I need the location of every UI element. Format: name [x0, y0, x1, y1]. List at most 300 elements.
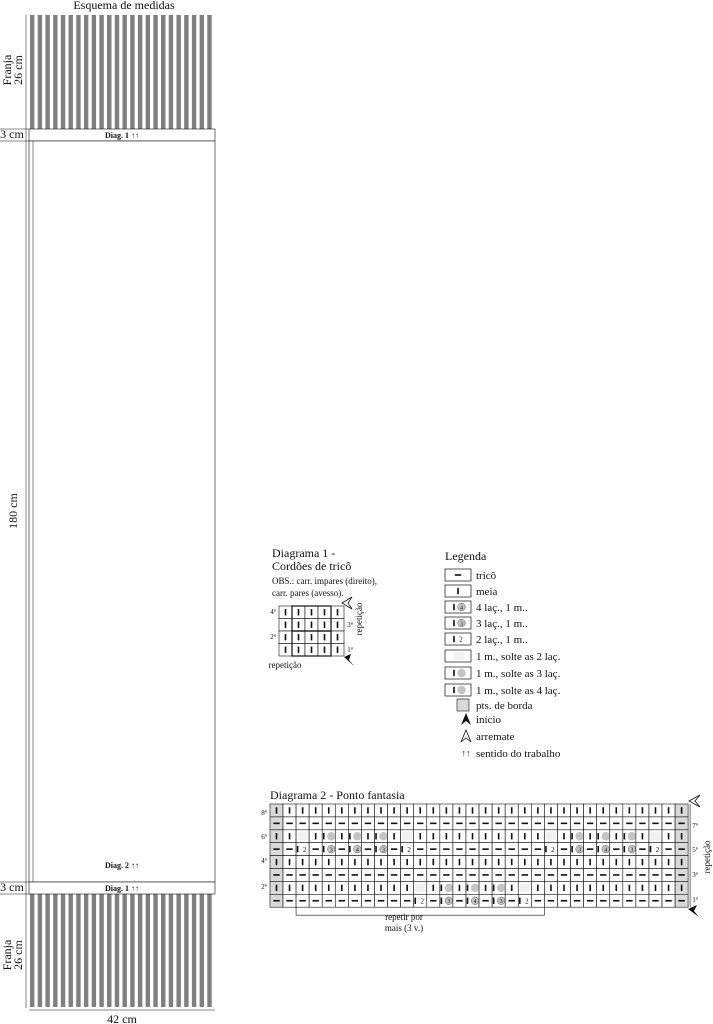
knit-symbol — [485, 885, 487, 891]
knit-symbol — [615, 833, 617, 839]
knit-symbol — [650, 846, 652, 852]
purl-symbol — [430, 874, 436, 876]
purl-symbol — [378, 823, 384, 825]
drop-circle-icon — [628, 832, 636, 840]
legend-label-bindoff: arremate — [476, 731, 515, 743]
knit-symbol — [380, 859, 382, 865]
fringe-strand — [153, 894, 157, 1007]
wrap-count-label: 2 — [655, 845, 660, 854]
wrap-count-label: 2 — [420, 897, 424, 906]
knit-symbol — [602, 807, 604, 813]
knit-symbol — [563, 833, 565, 839]
legend — [445, 549, 561, 760]
wrap-count-label: 4 — [604, 847, 608, 854]
purl-symbol — [600, 823, 606, 825]
knit-symbol — [472, 807, 474, 813]
knit-symbol — [453, 604, 455, 610]
fringe-top — [29, 15, 215, 129]
knit-symbol — [498, 859, 500, 865]
fringe-strand — [53, 15, 57, 129]
band-top-size: 3 cm — [0, 127, 24, 141]
purl-symbol — [678, 823, 684, 825]
fringe-strand — [207, 15, 211, 129]
knit-symbol — [311, 634, 313, 640]
diagram2-repeat-note-line1: repetir por — [385, 912, 423, 922]
knit-symbol — [624, 833, 626, 839]
knit-symbol — [550, 807, 552, 813]
purl-symbol — [312, 874, 318, 876]
wrap-count-label: 3 — [329, 847, 333, 854]
fringe-strand — [107, 15, 111, 129]
purl-symbol — [456, 874, 462, 876]
purl-symbol — [678, 874, 684, 876]
legend-label-direction: sentido do trabalho — [476, 748, 561, 760]
knit-symbol — [324, 647, 326, 653]
start-arrow-icon — [461, 713, 471, 725]
knit-symbol — [537, 833, 539, 839]
knit-symbol — [681, 859, 683, 865]
purl-symbol — [574, 823, 580, 825]
fringe-strand — [115, 894, 119, 1007]
knit-symbol — [537, 859, 539, 865]
knit-symbol — [276, 833, 278, 839]
knit-symbol — [393, 833, 395, 839]
knit-symbol — [563, 807, 565, 813]
knit-symbol — [493, 885, 495, 891]
knit-symbol — [493, 898, 495, 904]
fringe-strand — [130, 15, 134, 129]
purl-symbol — [299, 874, 305, 876]
purl-symbol — [312, 900, 318, 902]
knit-symbol — [289, 833, 291, 839]
purl-symbol — [443, 874, 449, 876]
knit-symbol — [576, 807, 578, 813]
knit-symbol — [681, 833, 683, 839]
fringe-strand — [107, 894, 111, 1007]
purl-symbol — [404, 823, 410, 825]
knit-symbol — [550, 885, 552, 891]
legend-label-wrap3: 3 laç., 1 m.. — [476, 618, 528, 630]
diagram1-row-label-2: 2ª — [270, 633, 276, 641]
fringe-strand — [169, 894, 173, 1007]
wrap-count-label: 4 — [355, 847, 359, 854]
knit-symbol — [446, 807, 448, 813]
knit-symbol — [629, 807, 631, 813]
diagram2-row-label-7: 7ª — [692, 822, 698, 830]
knit-symbol — [433, 885, 435, 891]
purl-symbol — [456, 848, 462, 850]
knit-symbol — [681, 807, 683, 813]
fringe-strand — [192, 894, 196, 1007]
fringe-strand — [161, 15, 165, 129]
knit-symbol — [629, 859, 631, 865]
knit-symbol — [401, 846, 403, 852]
knit-symbol — [524, 859, 526, 865]
knit-symbol — [589, 885, 591, 891]
diagram2-row-label-3: 3ª — [692, 871, 698, 879]
wrap-count-label: 3 — [460, 621, 463, 628]
knit-symbol — [597, 846, 599, 852]
fringe-strand — [69, 15, 73, 129]
purl-symbol — [299, 900, 305, 902]
knit-symbol — [576, 859, 578, 865]
knit-symbol — [354, 807, 356, 813]
knit-symbol — [324, 622, 326, 628]
purl-symbol — [587, 874, 593, 876]
knit-symbol — [459, 859, 461, 865]
fringe-strand — [200, 894, 204, 1007]
purl-symbol — [587, 823, 593, 825]
wrap-count-label: 3 — [578, 847, 582, 854]
purl-symbol — [535, 823, 541, 825]
purl-symbol — [561, 848, 567, 850]
knit-symbol — [642, 859, 644, 865]
purl-symbol — [535, 874, 541, 876]
purl-symbol — [299, 823, 305, 825]
purl-symbol — [286, 874, 292, 876]
knit-symbol — [311, 609, 313, 615]
knit-symbol — [393, 807, 395, 813]
knit-symbol — [655, 807, 657, 813]
purl-symbol — [365, 823, 371, 825]
knit-symbol — [298, 647, 300, 653]
fringe-strand — [207, 894, 211, 1007]
purl-symbol — [587, 900, 593, 902]
legend-label-start: início — [476, 714, 502, 726]
diagram2-repeat-vertical: repetição — [702, 840, 712, 874]
purl-symbol — [626, 874, 632, 876]
purl-symbol — [273, 874, 279, 876]
fringe-strand — [138, 15, 142, 129]
purl-symbol — [639, 823, 645, 825]
drop-circle-icon — [602, 832, 610, 840]
knit-symbol — [655, 859, 657, 865]
drop-circle-icon — [575, 832, 583, 840]
diagram2-start-arrow-icon — [688, 905, 699, 917]
fringe-strand — [176, 15, 180, 129]
drop-marker — [520, 884, 530, 892]
fringe-strand — [45, 15, 49, 129]
knit-symbol — [276, 859, 278, 865]
fringe-strand — [92, 15, 96, 129]
knit-symbol — [472, 859, 474, 865]
fringe-strand — [30, 15, 34, 129]
knit-symbol — [498, 833, 500, 839]
fringe-strand — [99, 894, 103, 1007]
purl-symbol — [561, 874, 567, 876]
purl-symbol — [639, 900, 645, 902]
knit-symbol — [341, 859, 343, 865]
fringe-strand — [184, 894, 188, 1007]
knit-symbol — [655, 885, 657, 891]
knit-symbol — [459, 885, 461, 891]
legend-items — [445, 569, 561, 760]
purl-symbol — [286, 823, 292, 825]
fringe-strand — [146, 15, 150, 129]
knit-symbol — [324, 634, 326, 640]
knit-symbol — [341, 885, 343, 891]
purl-symbol — [443, 823, 449, 825]
purl-symbol — [273, 848, 279, 850]
fringe-strand — [176, 894, 180, 1007]
knit-symbol — [367, 833, 369, 839]
fringe-strand — [153, 15, 157, 129]
fringe-strand — [99, 15, 103, 129]
knit-symbol — [328, 859, 330, 865]
diagram2-title: Diagrama 2 - Ponto fantasia — [270, 788, 405, 802]
purl-symbol — [312, 848, 318, 850]
diagram1-title-line2: Cordões de tricô — [272, 559, 352, 573]
knit-symbol — [576, 885, 578, 891]
knit-symbol — [524, 833, 526, 839]
knit-symbol — [589, 833, 591, 839]
knit-symbol — [311, 647, 313, 653]
fringe-top-label: Franja — [0, 54, 14, 86]
knit-symbol — [302, 807, 304, 813]
knit-symbol — [354, 885, 356, 891]
measurement-scheme — [0, 0, 215, 1024]
purl-symbol — [665, 823, 671, 825]
knit-symbol — [406, 807, 408, 813]
drop-marker — [650, 832, 660, 840]
fringe-strand — [200, 15, 204, 129]
diagram1-row-label-4: 4ª — [270, 608, 276, 616]
legend-label-knit: meia — [476, 586, 498, 598]
purl-symbol — [613, 874, 619, 876]
knit-symbol — [367, 859, 369, 865]
purl-symbol — [482, 823, 488, 825]
knit-symbol — [681, 885, 683, 891]
knit-symbol — [393, 885, 395, 891]
purl-symbol — [626, 900, 632, 902]
knit-symbol — [668, 885, 670, 891]
purl-symbol — [365, 874, 371, 876]
purl-symbol — [574, 874, 580, 876]
purl-symbol — [404, 900, 410, 902]
fringe-strand — [115, 15, 119, 129]
drop-marker — [454, 652, 464, 660]
purl-symbol — [522, 823, 528, 825]
knit-symbol — [337, 609, 339, 615]
purl-symbol — [522, 874, 528, 876]
purl-symbol — [482, 900, 488, 902]
knit-symbol — [349, 846, 351, 852]
purl-symbol — [522, 848, 528, 850]
purl-symbol — [273, 823, 279, 825]
knit-symbol — [537, 885, 539, 891]
diagram1-row-label-1: 1ª — [347, 646, 353, 654]
fringe-strand — [76, 15, 80, 129]
knit-symbol — [302, 859, 304, 865]
drop-circle-icon — [457, 669, 465, 677]
wrap-count-label: 3 — [630, 847, 634, 854]
bindoff-arrow-icon — [461, 730, 471, 742]
diagram2-row-label-5: 5ª — [692, 846, 698, 854]
purl-symbol — [678, 848, 684, 850]
purl-symbol — [326, 900, 332, 902]
purl-symbol — [509, 848, 515, 850]
knit-symbol — [419, 859, 421, 865]
purl-symbol — [391, 823, 397, 825]
purl-symbol — [430, 848, 436, 850]
diagram2-grid — [270, 804, 690, 915]
purl-symbol — [639, 848, 645, 850]
knit-symbol — [354, 859, 356, 865]
purl-symbol — [509, 874, 515, 876]
knit-symbol — [446, 859, 448, 865]
purl-symbol — [665, 848, 671, 850]
diagram2-row-label-8: 8ª — [261, 809, 267, 817]
legend-swatch-edge — [457, 699, 469, 711]
legend-label-wrap2: 2 laç., 1 m.. — [476, 634, 528, 646]
drop-circle-icon — [353, 832, 361, 840]
fringe-top-size: 26 cm — [11, 55, 25, 85]
fringe-strand — [192, 15, 196, 129]
knit-symbol — [668, 859, 670, 865]
knit-symbol — [298, 634, 300, 640]
knit-symbol — [441, 898, 443, 904]
drop-circle-icon — [497, 884, 505, 892]
knit-symbol — [615, 807, 617, 813]
diagram2-row-label-1: 1ª — [692, 896, 698, 904]
knit-symbol — [375, 846, 377, 852]
knit-symbol — [297, 846, 299, 852]
knit-symbol — [459, 833, 461, 839]
diagram-2 — [261, 788, 712, 933]
wrap-count-label: 2 — [525, 897, 529, 906]
knit-symbol — [285, 622, 287, 628]
purl-symbol — [678, 900, 684, 902]
drop-marker — [546, 832, 556, 840]
width-size: 42 cm — [107, 1012, 137, 1024]
fringe-strand — [30, 894, 34, 1007]
knit-symbol — [419, 833, 421, 839]
purl-symbol — [365, 900, 371, 902]
drop-marker — [402, 832, 412, 840]
knit-symbol — [289, 859, 291, 865]
legend-title: Legenda — [445, 549, 487, 563]
band-bottom-label: Diag. 1 ↑↑ — [105, 884, 139, 893]
purl-symbol — [378, 900, 384, 902]
knit-symbol — [315, 807, 317, 813]
purl-symbol — [430, 823, 436, 825]
knit-symbol — [406, 859, 408, 865]
wrap-count-label: 3 — [382, 847, 386, 854]
purl-symbol — [339, 900, 345, 902]
purl-symbol — [312, 823, 318, 825]
knit-symbol — [337, 647, 339, 653]
wrap-count-label: 3 — [447, 899, 451, 906]
knit-symbol — [453, 687, 455, 693]
knit-symbol — [289, 885, 291, 891]
legend-swatch-wrap2 — [445, 633, 471, 645]
purl-symbol — [652, 823, 658, 825]
knit-symbol — [406, 885, 408, 891]
fringe-strand — [130, 894, 134, 1007]
drop-circle-icon — [457, 686, 465, 694]
purl-symbol — [469, 848, 475, 850]
knit-symbol — [498, 807, 500, 813]
knit-symbol — [276, 885, 278, 891]
knit-symbol — [642, 807, 644, 813]
purl-symbol — [417, 848, 423, 850]
knit-symbol — [472, 833, 474, 839]
fringe-strand — [61, 15, 65, 129]
drop-circle-icon — [327, 832, 335, 840]
knit-symbol — [380, 885, 382, 891]
purl-symbol — [430, 900, 436, 902]
purl-symbol — [482, 874, 488, 876]
knit-symbol — [433, 859, 435, 865]
fringe-strand — [92, 894, 96, 1007]
purl-symbol — [469, 874, 475, 876]
knit-symbol — [624, 846, 626, 852]
purl-symbol — [613, 848, 619, 850]
purl-symbol — [548, 823, 554, 825]
diagram1-repeat-horizontal: repetição — [268, 660, 302, 670]
purl-symbol — [456, 823, 462, 825]
knit-symbol — [467, 885, 469, 891]
knit-symbol — [328, 807, 330, 813]
knit-symbol — [537, 807, 539, 813]
diagram2-bindoff-arrow-icon — [689, 795, 700, 807]
body-size: 180 cm — [6, 493, 20, 529]
diagram1-start-arrow-icon — [344, 654, 354, 666]
purl-symbol — [600, 874, 606, 876]
purl-symbol — [495, 874, 501, 876]
drop-marker — [415, 884, 425, 892]
knit-symbol — [589, 859, 591, 865]
fringe-strand — [138, 894, 142, 1007]
purl-symbol — [273, 900, 279, 902]
purl-symbol — [600, 900, 606, 902]
purl-symbol — [626, 823, 632, 825]
knit-symbol — [298, 609, 300, 615]
knit-symbol — [298, 622, 300, 628]
purl-symbol — [665, 874, 671, 876]
knit-symbol — [571, 833, 573, 839]
fringe-bottom-size: 26 cm — [11, 940, 25, 970]
purl-symbol — [339, 848, 345, 850]
diagram1-obs-line2: carr. pares (avesso). — [272, 588, 344, 598]
knit-symbol — [642, 885, 644, 891]
purl-symbol — [391, 848, 397, 850]
purl-symbol — [404, 874, 410, 876]
purl-symbol — [548, 900, 554, 902]
fringe-strand — [69, 894, 73, 1007]
knit-symbol — [433, 833, 435, 839]
drop-circle-icon — [471, 884, 479, 892]
wrap-count-label: 2 — [302, 845, 307, 854]
knit-symbol — [571, 846, 573, 852]
knit-symbol — [511, 885, 513, 891]
knit-symbol — [550, 859, 552, 865]
knit-symbol — [315, 833, 317, 839]
wrap-count-label: 4 — [460, 605, 463, 612]
knit-symbol — [545, 846, 547, 852]
knit-symbol — [323, 833, 325, 839]
knit-symbol — [324, 609, 326, 615]
knit-symbol — [349, 833, 351, 839]
fringe-strand — [84, 894, 88, 1007]
wrap-count-label: 2 — [459, 635, 463, 644]
fringe-strand — [184, 15, 188, 129]
purl-symbol — [417, 874, 423, 876]
scarf-body — [29, 141, 215, 882]
diagram-1 — [269, 546, 377, 670]
knit-symbol — [589, 807, 591, 813]
purl-symbol — [613, 823, 619, 825]
